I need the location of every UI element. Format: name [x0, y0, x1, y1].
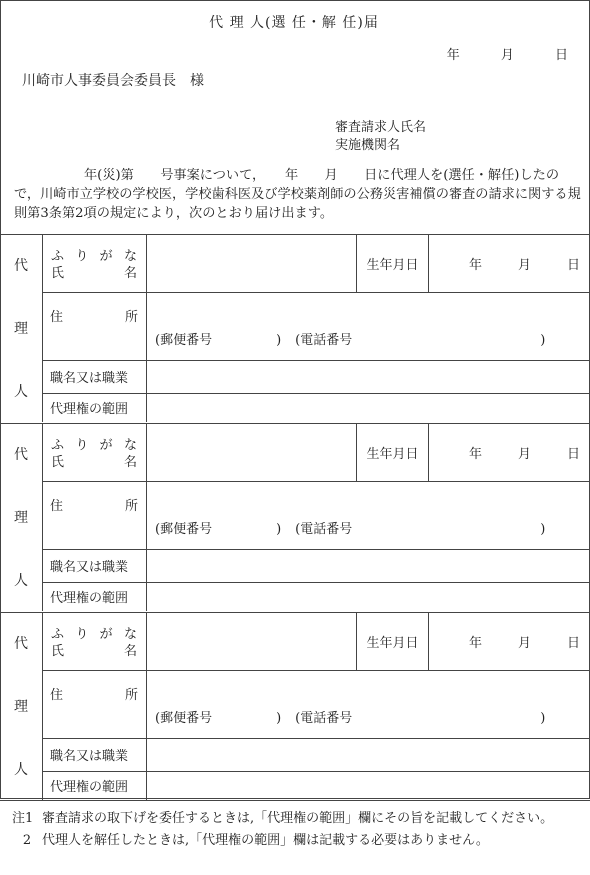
name-char: 名 [123, 644, 137, 659]
occupation-label-text: 職名又は職業 [50, 371, 129, 386]
birthdate-field[interactable] [429, 234, 590, 292]
requester-name-label: 審査請求人氏名 [335, 120, 427, 135]
birthdate-label [357, 612, 428, 670]
section-label-char: 人 [14, 761, 28, 778]
occupation-field[interactable] [147, 550, 590, 582]
section-label-char: 人 [14, 383, 28, 400]
address-label-char: 所 [124, 499, 138, 514]
occupation-label [42, 738, 146, 771]
section-label [0, 612, 42, 800]
phone-number-close: ) [540, 711, 546, 726]
notes [12, 808, 584, 852]
address-label [42, 481, 146, 549]
name-char: 氏 [51, 266, 65, 281]
name-label [51, 262, 137, 281]
section-label-char: 代 [14, 258, 28, 275]
birth-day-unit: 日 [566, 635, 580, 651]
agency-scope-field[interactable] [147, 772, 590, 800]
birth-year-unit: 年 [468, 257, 482, 273]
note-number: 注1 [12, 811, 34, 826]
note-number: 2 [22, 833, 32, 848]
postal-code-close: ) [276, 333, 282, 348]
birth-month-unit: 月 [517, 257, 531, 273]
occupation-label-text: 職名又は職業 [50, 560, 129, 575]
furigana-char: が [99, 438, 113, 453]
address-label-char: 所 [124, 688, 138, 703]
birthdate-label [357, 423, 428, 481]
birthdate-label [357, 234, 428, 292]
occupation-label [42, 549, 146, 582]
furigana-char: な [123, 438, 137, 453]
agency-scope-label-text: 代理権の範囲 [50, 780, 129, 795]
postal-code-label: (郵便番号 [155, 522, 213, 537]
body-paragraph-text: 年(災)第 号事案について， 年 月 日に代理人を(選任・解任)したので，川崎市立学校の学校医，学校歯科医及び学校薬剤師の公務災害補償の審査の請求に関する規則第3条第2項の規定により，次のとおり届け出ます。 [14, 168, 581, 221]
address-label-char: 住 [50, 499, 64, 514]
header-day: 日 [554, 48, 568, 63]
note-text: 審査請求の取下げを委任するときは,「代理権の範囲」欄にその旨を記載してください。 [42, 811, 554, 826]
name-field[interactable] [147, 235, 355, 292]
name-char: 氏 [51, 644, 65, 659]
agency-scope-label-text: 代理権の範囲 [50, 402, 129, 417]
agency-scope-field[interactable] [147, 394, 590, 422]
postal-code-label: (郵便番号 [155, 333, 213, 348]
phone-number-label: (電話番号 [295, 333, 353, 348]
birth-day-unit: 日 [566, 257, 580, 273]
furigana-char: が [99, 627, 113, 642]
birthdate-label-text: 生年月日 [366, 635, 419, 651]
section-label-char: 理 [14, 509, 28, 526]
note-text: 代理人を解任したときは,「代理権の範囲」欄は記載する必要はありません。 [42, 833, 489, 848]
name-field[interactable] [147, 613, 355, 670]
name-field[interactable] [147, 424, 355, 481]
birth-year-unit: 年 [468, 446, 482, 462]
furigana-char: り [75, 249, 89, 264]
name-char: 氏 [51, 455, 65, 470]
agency-scope-label [42, 393, 146, 422]
occupation-field[interactable] [147, 361, 590, 393]
address-field[interactable] [147, 670, 590, 738]
header-date [414, 44, 568, 63]
furigana-char: ふ [51, 627, 65, 642]
agency-scope-field[interactable] [147, 583, 590, 611]
section-label-char: 理 [14, 320, 28, 337]
agency-scope-label [42, 582, 146, 611]
form-title: 代 理 人(選 任・解 任)届 [209, 15, 379, 31]
birth-month-unit: 月 [517, 635, 531, 651]
furigana-char: ふ [51, 438, 65, 453]
address-label-char: 住 [50, 310, 64, 325]
furigana-char: ふ [51, 249, 65, 264]
address-label [42, 670, 146, 738]
phone-number-label: (電話番号 [295, 711, 353, 726]
occupation-field[interactable] [147, 739, 590, 771]
section-label-char: 代 [14, 447, 28, 464]
furigana-char: が [99, 249, 113, 264]
section-label [0, 234, 42, 422]
section-border-bottom [0, 800, 590, 801]
section-label-char: 代 [14, 636, 28, 653]
address-field[interactable] [147, 481, 590, 549]
address-field[interactable] [147, 292, 590, 360]
postal-code-close: ) [276, 522, 282, 537]
name-label [51, 451, 137, 470]
header-year: 年 [446, 48, 460, 63]
birth-month-unit: 月 [517, 446, 531, 462]
header-month: 月 [500, 48, 514, 63]
agency-scope-label-text: 代理権の範囲 [50, 591, 129, 606]
phone-number-close: ) [540, 522, 546, 537]
section-label-char: 理 [14, 698, 28, 715]
name-label-cell [42, 423, 146, 481]
phone-number-label: (電話番号 [295, 522, 353, 537]
birthdate-field[interactable] [429, 612, 590, 670]
name-char: 名 [123, 455, 137, 470]
name-label [51, 640, 137, 659]
postal-code-label: (郵便番号 [155, 711, 213, 726]
section-label-char: 人 [14, 572, 28, 589]
furigana-char: り [75, 627, 89, 642]
body-paragraph [14, 166, 582, 223]
section-label [0, 423, 42, 611]
furigana-char: り [75, 438, 89, 453]
occupation-label [42, 360, 146, 393]
name-label-cell [42, 612, 146, 670]
phone-number-close: ) [540, 333, 546, 348]
recipient: 川崎市人事委員会委員長 様 [22, 73, 204, 89]
birth-year-unit: 年 [468, 635, 482, 651]
birthdate-field[interactable] [429, 423, 590, 481]
requester-org-label: 実施機関名 [335, 138, 401, 153]
birthdate-label-text: 生年月日 [366, 446, 419, 462]
name-char: 名 [123, 266, 137, 281]
occupation-label-text: 職名又は職業 [50, 749, 129, 764]
birthdate-label-text: 生年月日 [366, 257, 419, 273]
address-label-char: 所 [124, 310, 138, 325]
note-item [12, 808, 584, 830]
birth-day-unit: 日 [566, 446, 580, 462]
postal-code-close: ) [276, 711, 282, 726]
agency-scope-label [42, 771, 146, 800]
name-label-cell [42, 234, 146, 292]
address-label-char: 住 [50, 688, 64, 703]
address-label [42, 292, 146, 360]
furigana-char: な [123, 249, 137, 264]
note-item [12, 830, 584, 852]
furigana-char: な [123, 627, 137, 642]
